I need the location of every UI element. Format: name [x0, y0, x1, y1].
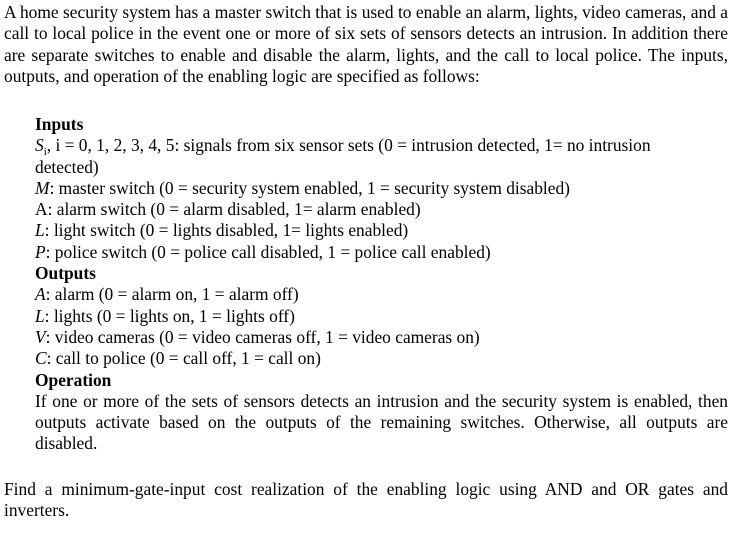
- light-switch-symbol: L: [35, 220, 45, 241]
- outputs-heading: Outputs: [35, 263, 96, 284]
- police-switch-symbol: P: [35, 241, 46, 262]
- input-sensor-continuation: detected): [35, 156, 99, 177]
- operation-text: If one or more of the sets of sensors detects an intrusion and the security system is enabled, then outputs activate based on the outputs of the remaining switches. Otherwise, all outputs are disabled.: [35, 390, 728, 454]
- inputs-heading: Inputs: [35, 114, 84, 134]
- output-police-call: [35, 348, 728, 369]
- police-output-symbol: C: [35, 348, 47, 369]
- specification-block: [35, 114, 728, 455]
- alarm-output-description: : alarm (0 = alarm on, 1 = alarm off): [45, 284, 299, 305]
- alarm-switch-description: : alarm switch (0 = alarm disabled, 1= alarm enabled): [47, 199, 421, 220]
- video-output-symbol: V: [35, 326, 46, 347]
- video-output-description: : video cameras (0 = video cameras off, 1 = video cameras on): [45, 326, 480, 347]
- input-alarm-switch: [35, 199, 728, 220]
- operation-heading: Operation: [35, 369, 112, 390]
- alarm-switch-symbol: A: [35, 199, 48, 220]
- input-sensor: [35, 135, 728, 159]
- master-symbol: M: [35, 177, 50, 198]
- sensor-description: , i = 0, 1, 2, 3, 4, 5: signals from six sensor sets (0 = intrusion detected, 1= no intrusion: [46, 135, 651, 156]
- question-paragraph: Find a minimum-gate-input cost realization of the enabling logic using AND and OR gates and inverters.: [4, 479, 728, 521]
- alarm-output-symbol: A: [35, 284, 46, 305]
- lights-output-symbol: L: [35, 305, 45, 326]
- output-video-cameras: [35, 327, 728, 348]
- light-switch-description: : light switch (0 = lights disabled, 1= lights enabled): [44, 220, 409, 241]
- police-output-description: : call to police (0 = call off, 1 = call on): [46, 348, 321, 369]
- input-master-switch: [35, 178, 728, 199]
- police-switch-description: : police switch (0 = police call disabled, 1 = police call enabled): [45, 241, 491, 262]
- input-light-switch: [35, 220, 728, 241]
- sensor-symbol: S: [35, 135, 44, 156]
- intro-paragraph: A home security system has a master switch that is used to enable an alarm, lights, video cameras, and a call to local police in the event one or more of six sets of sensors detects an intrusion. In addition there are separate switches to enable and disable the alarm, lights, and the call to local police. The inputs, outputs, and operation of the enabling logic are specified as follows:: [4, 2, 728, 86]
- lights-output-description: : lights (0 = lights on, 1 = lights off): [44, 305, 295, 326]
- master-description: : master switch (0 = security system enabled, 1 = security system disabled): [49, 177, 570, 198]
- output-alarm: [35, 284, 728, 305]
- sensor-subscript: i: [43, 146, 47, 159]
- output-lights: [35, 306, 728, 327]
- input-police-switch: [35, 242, 728, 263]
